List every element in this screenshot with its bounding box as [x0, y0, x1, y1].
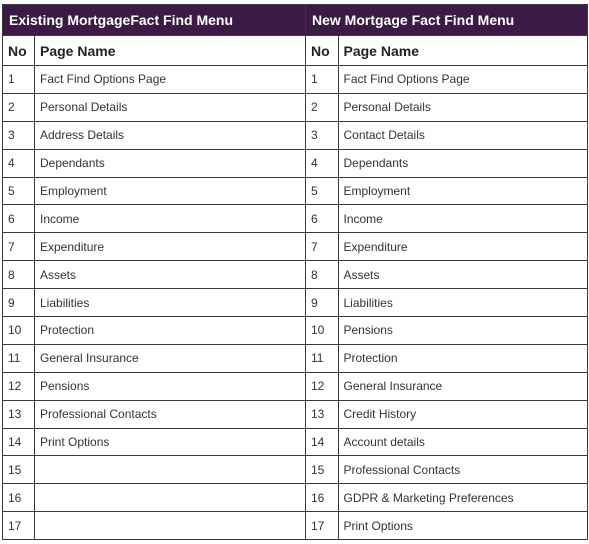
- page-name-cell: Protection: [35, 317, 306, 345]
- row-number: 15: [306, 456, 338, 484]
- table-row: [3, 344, 306, 372]
- table-row: [306, 149, 588, 177]
- table-row: [306, 344, 588, 372]
- page-name-cell: Dependants: [338, 149, 588, 177]
- page-name-cell: [35, 456, 306, 484]
- row-number: 6: [306, 205, 338, 233]
- table-row: [3, 261, 306, 289]
- page-name-cell: Expenditure: [338, 233, 588, 261]
- table-row: [3, 149, 306, 177]
- page-name-cell: Income: [338, 205, 588, 233]
- new-menu-title: New Mortgage Fact Find Menu: [306, 5, 588, 36]
- table-row: [3, 428, 306, 456]
- table-row: [306, 177, 588, 205]
- page-name-cell: Contact Details: [338, 121, 588, 149]
- row-number: 9: [3, 289, 35, 317]
- new-title-row: [306, 5, 588, 36]
- page-name-cell: Assets: [338, 261, 588, 289]
- page-name-cell: [35, 512, 306, 540]
- page-name-cell: Income: [35, 205, 306, 233]
- page-name-cell: Employment: [338, 177, 588, 205]
- table-row: [3, 317, 306, 345]
- table-row: [3, 484, 306, 512]
- table-row: [3, 205, 306, 233]
- page-name-cell: Pensions: [338, 317, 588, 345]
- table-row: [3, 121, 306, 149]
- existing-title-row: [3, 5, 306, 36]
- new-column-header-row: [306, 36, 588, 66]
- page-name-cell: Address Details: [35, 121, 306, 149]
- page-name-cell: Fact Find Options Page: [338, 66, 588, 94]
- row-number: 17: [306, 512, 338, 540]
- page-name-cell: Assets: [35, 261, 306, 289]
- row-number: 13: [306, 400, 338, 428]
- table-row: [306, 512, 588, 540]
- page-name-cell: Personal Details: [338, 93, 588, 121]
- row-number: 10: [306, 317, 338, 345]
- page-name-cell: General Insurance: [338, 372, 588, 400]
- row-number: 6: [3, 205, 35, 233]
- row-number: 11: [3, 344, 35, 372]
- page-name-cell: Professional Contacts: [338, 456, 588, 484]
- row-number: 14: [306, 428, 338, 456]
- row-number: 10: [3, 317, 35, 345]
- row-number: 11: [306, 344, 338, 372]
- row-number: 2: [306, 93, 338, 121]
- table-row: [3, 372, 306, 400]
- table-row: [306, 456, 588, 484]
- page-name-cell: Print Options: [35, 428, 306, 456]
- table-row: [306, 400, 588, 428]
- row-number: 3: [3, 121, 35, 149]
- table-row: [3, 177, 306, 205]
- table-row: [3, 512, 306, 540]
- page-name-cell: Dependants: [35, 149, 306, 177]
- page-name-cell: [35, 484, 306, 512]
- row-number: 3: [306, 121, 338, 149]
- page-name-cell: Liabilities: [35, 289, 306, 317]
- table-row: [306, 428, 588, 456]
- row-number: 8: [3, 261, 35, 289]
- row-number: 17: [3, 512, 35, 540]
- page-name-cell: Credit History: [338, 400, 588, 428]
- row-number: 4: [306, 149, 338, 177]
- page-name-cell: General Insurance: [35, 344, 306, 372]
- table-row: [306, 93, 588, 121]
- new-page-name-header: Page Name: [338, 36, 588, 66]
- table-row: [306, 484, 588, 512]
- page-name-cell: Employment: [35, 177, 306, 205]
- table-row: [3, 289, 306, 317]
- existing-table-body: [3, 66, 306, 540]
- new-table-body: [306, 66, 588, 540]
- row-number: 5: [306, 177, 338, 205]
- row-number: 16: [3, 484, 35, 512]
- row-number: 9: [306, 289, 338, 317]
- row-number: 7: [3, 233, 35, 261]
- comparison-tables: [2, 4, 588, 540]
- page-name-cell: Liabilities: [338, 289, 588, 317]
- existing-menu-title: Existing MortgageFact Find Menu: [3, 5, 306, 36]
- table-row: [306, 205, 588, 233]
- new-no-header: No: [306, 36, 338, 66]
- row-number: 14: [3, 428, 35, 456]
- table-row: [3, 93, 306, 121]
- existing-no-header: No: [3, 36, 35, 66]
- row-number: 4: [3, 149, 35, 177]
- row-number: 16: [306, 484, 338, 512]
- table-row: [3, 456, 306, 484]
- page-name-cell: Pensions: [35, 372, 306, 400]
- table-row: [306, 66, 588, 94]
- page-name-cell: Fact Find Options Page: [35, 66, 306, 94]
- row-number: 1: [3, 66, 35, 94]
- page-name-cell: Professional Contacts: [35, 400, 306, 428]
- page-name-cell: Expenditure: [35, 233, 306, 261]
- row-number: 5: [3, 177, 35, 205]
- table-row: [306, 233, 588, 261]
- page-name-cell: Account details: [338, 428, 588, 456]
- row-number: 15: [3, 456, 35, 484]
- existing-column-header-row: [3, 36, 306, 66]
- row-number: 2: [3, 93, 35, 121]
- page-name-cell: GDPR & Marketing Preferences: [338, 484, 588, 512]
- page-name-cell: Personal Details: [35, 93, 306, 121]
- table-row: [306, 372, 588, 400]
- row-number: 12: [3, 372, 35, 400]
- table-row: [306, 261, 588, 289]
- table-row: [3, 233, 306, 261]
- row-number: 12: [306, 372, 338, 400]
- existing-menu-table: [2, 4, 306, 540]
- table-row: [306, 317, 588, 345]
- new-menu-table: [306, 4, 588, 540]
- table-row: [3, 400, 306, 428]
- table-row: [306, 289, 588, 317]
- table-row: [3, 66, 306, 94]
- page-name-cell: Print Options: [338, 512, 588, 540]
- row-number: 13: [3, 400, 35, 428]
- row-number: 1: [306, 66, 338, 94]
- table-row: [306, 121, 588, 149]
- row-number: 8: [306, 261, 338, 289]
- page-name-cell: Protection: [338, 344, 588, 372]
- row-number: 7: [306, 233, 338, 261]
- existing-page-name-header: Page Name: [35, 36, 306, 66]
